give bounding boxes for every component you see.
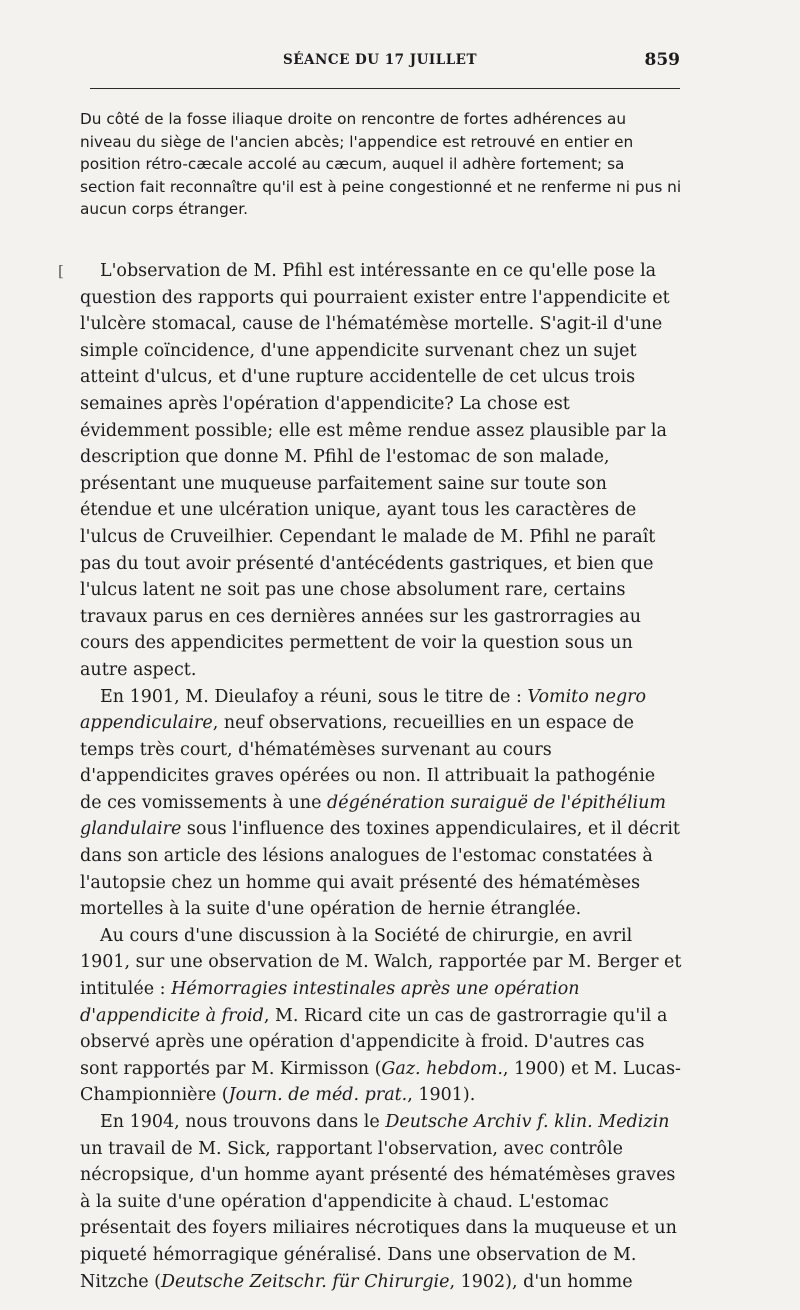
paragraph-2-text: sous l'influence des toxines appendiculaires, et il décrit dans son article des lésions analogues de l'estomac constatées à l'autopsie chez un homme qui avait présenté des hématémèses mortelles à la suite d'une opération de hernie étranglée. [80,819,680,920]
paragraph-4-text: En 1904, nous trouvons dans le [100,1112,386,1132]
paragraph-3-text: Au cours d'une discussion à la Société de chirurgie, en avril 1901, sur une observation de M. Walch, rapportée par M. Berger et intitulée : [80,925,682,1000]
paragraph-2-text: , neuf observations, recueillies en un espace de temps très court, d'hématémèses survenant au cours d'appendicites graves opérées ou non. Il attribuait la pathogénie de ces vomissements à une [80,713,656,813]
paragraph-4-journal: Deutsche Zeitschr. für Chirurgie [160,1271,450,1292]
paragraph-2-term: dégénération suraiguë de l'épithélium glandulaire [80,792,667,840]
paragraph-4 [80,1109,682,1295]
observation-note: Du côté de la fosse iliaque droite on rencontre de fortes adhérences au niveau du siège de l'ancien abcès; l'appendice est retrouvé en entier en position rétro-cæcale accolé au cæcum, auquel il adhère fortement; sa section fait reconnaître qu'il est à peine congestionné et ne renferme ni pus ni aucun corps étranger. [80,110,682,218]
header-rule [90,88,680,89]
paragraph-4-text: un travail de M. Sick, rapportant l'observation, avec contrôle nécropsique, d'un homme ayant présenté des hématémèses graves à la suite d'une opération d'appendicite à chaud. L'estomac présentait des foyers miliaires nécrotiques dans la muqueuse et un piqueté hémorragique généralisé. Dans une observation de M. Nitzche ( [80,1138,677,1292]
paragraph-4-journal: Deutsche Archiv f. klin. Medizin [385,1112,670,1132]
paragraph-2 [80,684,682,923]
page-number: 859 [644,50,680,70]
paragraph-3-text: , 1901). [407,1085,476,1106]
running-header [80,52,680,78]
paragraph-2-title: Vomito negro appendiculaire [80,686,647,734]
paragraph-3-text: , M. Ricard cite un cas de gastrorragie qu'il a observé après une opération d'appendicite à froid. D'autres cas sont rapportés par M. Kirmisson ( [80,1005,668,1079]
paragraph-3-journal: Journ. de méd. prat. [228,1085,408,1106]
paragraph-3-text: , 1900) et M. Lucas-Championnière ( [80,1058,681,1106]
paragraph-4-text: , 1902), d'un homme [449,1271,633,1292]
main-text [80,258,682,1295]
paragraph-3-journal: Gaz. hebdom. [381,1058,503,1079]
paragraph-3 [80,923,682,1109]
paragraph-1: L'observation de M. Pfihl est intéressante en ce qu'elle pose la question des rapports qui pourraient exister entre l'appendicite et l'ulcère stomacal, cause de l'hématémèse mortelle. S'agit-il d'une simple coïncidence, d'une appendicite survenant chez un sujet atteint d'ulcus, et d'une rupture accidentelle de cet ulcus trois semaines après l'opération d'appendicite? La chose est évidemment possible; elle est même rendue assez plausible par la description que donne M. Pfihl de l'estomac de son malade, présentant une muqueuse parfaitement saine sur toute son étendue et une ulcération unique, ayant tous les caractères de l'ulcus de Cruveilhier. Cependant le malade de M. Pfihl ne paraît pas du tout avoir présenté d'antécédents gastriques, et bien que l'ulcus latent ne soit pas une chose absolument rare, certains travaux parus en ces dernières années sur les gastrorragies au cours des appendicites permettent de voir la question sous un autre aspect. [80,261,670,680]
margin-mark: [ [58,262,64,280]
paragraph-3-title: Hémorragies intestinales après une opération d'appendicite à froid [80,979,580,1026]
paragraph-2-text: En 1901, M. Dieulafoy a réuni, sous le titre de : [100,686,528,707]
header-title: SÉANCE DU 17 JUILLET [282,52,478,68]
